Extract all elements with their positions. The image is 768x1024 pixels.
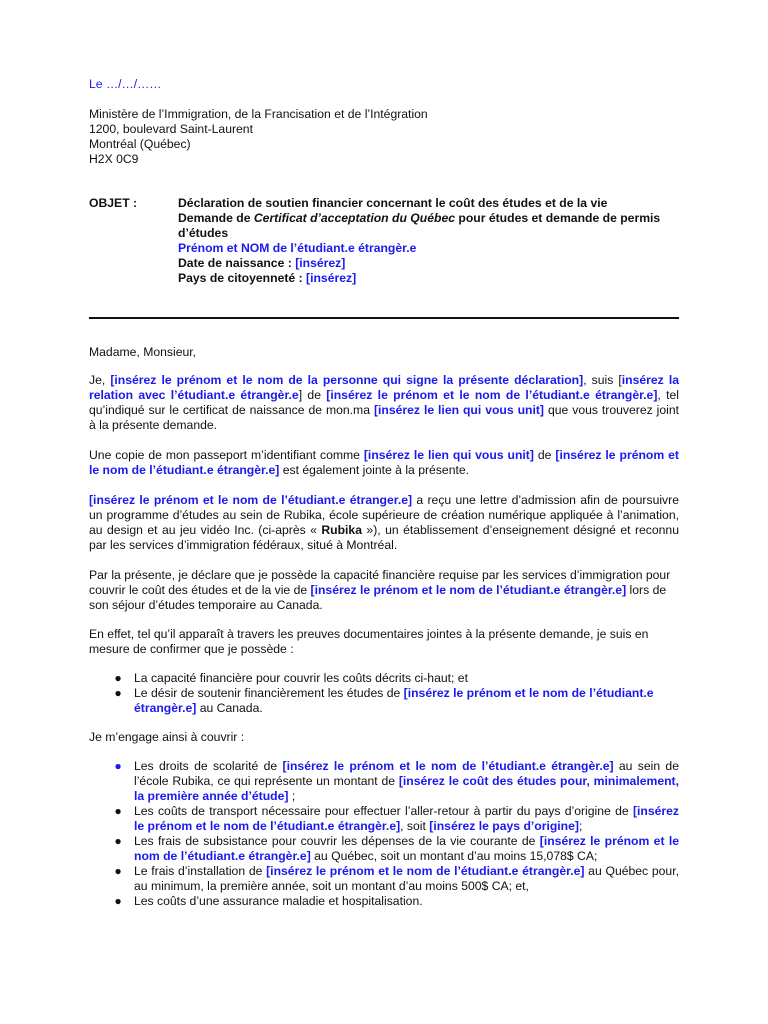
subject-text: Demande de (178, 211, 254, 225)
address-line: Ministère de l’Immigration, de la Francisation et de l’Intégration (89, 107, 428, 121)
text: est également jointe à la présente. (279, 463, 470, 477)
capacity-list (89, 671, 679, 716)
list-item (89, 759, 679, 804)
text: Les coûts de transport nécessaire pour effectuer l’aller-retour à partir du pays d’origine de (134, 804, 633, 818)
text: au Québec pour, au minimum, la première année, soit un montant d’au moins 500$ CA; et, (134, 864, 679, 893)
subject-label: OBJET : (89, 196, 138, 210)
subject-text: pour études et demande de permis d’études (178, 211, 661, 240)
dob-label: Date de naissance : (178, 256, 296, 270)
subject-italic-text: Certificat d’acceptation du Québec (253, 211, 455, 225)
text: au sein de l’école Rubika, ce qui représente un montant de (134, 759, 679, 788)
subject-body (178, 196, 679, 286)
bullet-icon: ● (114, 834, 122, 848)
paragraph-commitment: Je m’engage ainsi à couvrir : (89, 730, 245, 744)
text: lors de son séjour d’études temporaire au Canada. (89, 583, 667, 612)
student-name-placeholder: Prénom et NOM de l’étudiant.e étrangèr.e (178, 241, 417, 255)
text: Les frais de subsistance pour couvrir les dépenses de la vie courante de (134, 834, 540, 848)
text: au Canada. (196, 701, 263, 715)
dob-line (178, 256, 679, 271)
address-line: Montréal (Québec) (89, 137, 191, 151)
text: La capacité financière pour couvrir les coûts décrits ci-haut; et (134, 671, 468, 685)
placeholder: [insérez le prénom et le nom de la personne qui signe la présente déclaration] (110, 373, 584, 387)
placeholder: [insérez le lien qui vous unit] (363, 448, 534, 462)
bullet-icon: ● (114, 864, 122, 878)
text: , suis [ (583, 373, 622, 387)
commitment-list (89, 759, 679, 909)
list-item (89, 671, 679, 686)
list-item (89, 894, 679, 909)
recipient-address (89, 107, 428, 167)
placeholder: [insérez le prénom et le nom de l’étudiant.e étrangèr.e] (326, 388, 658, 402)
text: , soit (400, 819, 430, 833)
list-item (89, 864, 679, 894)
text: Je, (89, 373, 111, 387)
text: ; (288, 789, 296, 803)
placeholder: [insérez le prénom et le nom de l’étudiant.e étrangèr.e] (134, 804, 679, 833)
text: de (533, 448, 556, 462)
bullet-icon: ● (114, 759, 122, 773)
text: Une copie de mon passeport m’identifiant comme (89, 448, 364, 462)
dob-placeholder: [insérez] (295, 256, 346, 270)
text: , tel qu’indiqué sur le certificat de naissance de mon.ma (89, 388, 679, 417)
bullet-icon: ● (114, 671, 122, 685)
paragraph-financial-capacity (89, 568, 679, 613)
placeholder: [insérez le prénom et le nom de l’étudiant.e étrangèr.e] (282, 759, 614, 773)
text: au Québec, soit un montant d’au moins 15,078$ CA; (310, 849, 598, 863)
text: a reçu une lettre d’admission afin de poursuivre un programme d’études au sein de Rubika, école supérieure de création numérique appliquée à l’animation, au design et au jeu vidéo Inc. (ci-après « (89, 493, 679, 537)
text: ; (578, 819, 583, 833)
address-line: 1200, boulevard Saint-Laurent (89, 122, 253, 136)
salutation: Madame, Monsieur, (89, 345, 197, 359)
placeholder: [insérez le prénom et le nom de l’étudiant.e étrangèr.e] (134, 686, 654, 715)
citizenship-line (178, 271, 679, 286)
list-item (89, 804, 679, 834)
horizontal-rule (89, 317, 679, 319)
placeholder: [insérez le prénom et le nom de l’étudiant.e étrangèr.e] (266, 864, 585, 878)
text: Le désir de soutenir financièrement les études de (134, 686, 404, 700)
placeholder: [insérez le prénom et le nom de l’étudiant.e étrangèr.e] (134, 834, 679, 863)
list-item (89, 686, 679, 716)
rubika-bold: Rubika (321, 523, 362, 537)
bullet-icon: ● (114, 804, 122, 818)
bullet-icon: ● (114, 686, 122, 700)
paragraph-declaration (89, 373, 679, 433)
placeholder: [insérez le prénom et le nom de l’étudiant.e étrangèr.e] (310, 583, 627, 597)
subject-line (178, 211, 679, 241)
list-item (89, 834, 679, 864)
address-line: H2X 0C9 (89, 152, 139, 166)
text: ] de (298, 388, 327, 402)
paragraph-evidence: En effet, tel qu’il apparaît à travers les preuves documentaires jointes à la présente demande, je suis en mesure de confirmer que je possède : (89, 627, 649, 656)
text: Le frais d’installation de (134, 864, 267, 878)
placeholder: [insérez le prénom et le nom de l’étudiant.e étranger.e] (89, 493, 413, 507)
placeholder: [insérez le pays d’origine] (429, 819, 579, 833)
text: »), un établissement d’enseignement désigné et reconnu par les services d’immigration fédéraux, situé à Montréal. (89, 523, 679, 552)
citizenship-label: Pays de citoyenneté : (178, 271, 307, 285)
subject-line: Déclaration de soutien financier concernant le coût des études et de la vie (178, 196, 608, 210)
text: Les droits de scolarité de (134, 759, 283, 773)
placeholder: [insérez le lien qui vous unit] (373, 403, 544, 417)
placeholder: [insérez le prénom et le nom de l’étudiant.e étrangèr.e] (89, 448, 679, 477)
placeholder: insérez la relation avec l’étudiant.e étrangèr.e (89, 373, 679, 402)
date-line: Le …/…/…… (89, 77, 162, 91)
bullet-icon: ● (114, 894, 122, 908)
citizenship-placeholder: [insérez] (306, 271, 357, 285)
paragraph-admission (89, 493, 679, 553)
text: que vous trouverez joint à la présente demande. (89, 403, 680, 432)
paragraph-passport (89, 448, 679, 478)
placeholder: [insérez le coût des études pour, minimalement, la première année d’étude] (134, 774, 679, 803)
text: Par la présente, je déclare que je possède la capacité financière requise par les services d’immigration pour couvrir le coût des études et de la vie de (89, 568, 671, 597)
text: Les coûts d’une assurance maladie et hospitalisation. (134, 894, 423, 908)
